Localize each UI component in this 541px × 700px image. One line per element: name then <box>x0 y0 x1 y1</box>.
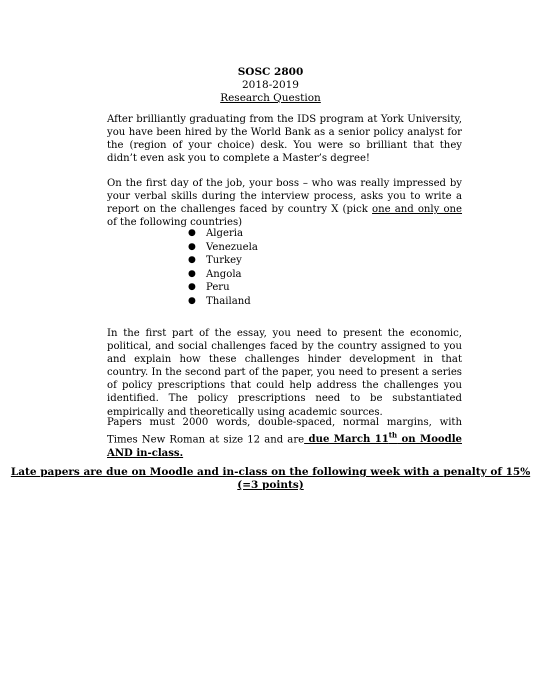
country-name: Thailand <box>206 295 251 307</box>
assignment-text-start: On the first day of the job, your boss – who was really impressed by your verbal skills during the interview process, asks you to write a report on the challenges faced by country X (pick <box>107 178 462 216</box>
bullet-icon: ● <box>188 228 196 238</box>
assignment-text-end: of the following countries) <box>107 217 243 229</box>
document-header <box>0 66 541 105</box>
country-list-item <box>188 281 258 295</box>
country-name: Peru <box>206 282 230 294</box>
essay-structure-paragraph: In the first part of the essay, you need to present the economic, political, and social challenges faced by the country assigned to you and explain how these challenges hinder development in that country. In the second part of the paper, you need to present a series of policy prescriptions that could help address the challenges you identified. The policy prescriptions need to be substantiated empirically and theoretically using academic sources. <box>107 328 462 418</box>
country-list-item <box>188 295 258 309</box>
assignment-paragraph <box>107 177 462 229</box>
assignment-emphasis: one and only one <box>372 204 463 216</box>
country-name: Algeria <box>206 228 244 239</box>
country-list <box>188 227 258 309</box>
bullet-icon: ● <box>188 268 196 279</box>
bullet-icon: ● <box>188 295 196 306</box>
academic-year: 2018-2019 <box>242 79 299 91</box>
submission-requirements: Papers must 2000 words, double-spaced, normal margins, with Times New Roman at size 12 and are <box>107 417 462 446</box>
course-code: SOSC 2800 <box>237 66 304 78</box>
bullet-icon: ● <box>188 241 196 252</box>
due-date-superscript: th <box>388 431 398 441</box>
intro-paragraph: After brilliantly graduating from the IDS program at York University, you have been hired by the World Bank as a senior policy analyst for the (region of your choice) desk. You were so brilliant that they didn’t even ask you to complete a Master’s degree! <box>107 114 462 165</box>
due-date-suffix: on Moodle AND in-class. <box>107 434 462 459</box>
country-list-item <box>188 241 258 255</box>
late-policy-notice: Late papers are due on Moodle and in-class on the following week with a penalty of 15% (=3 points) <box>10 466 531 491</box>
bullet-icon: ● <box>188 255 196 266</box>
country-list-item <box>188 268 258 282</box>
submission-paragraph <box>107 416 462 460</box>
country-list-item <box>188 254 258 268</box>
country-name: Venezuela <box>206 241 258 253</box>
country-name: Angola <box>206 268 242 280</box>
country-list-item <box>188 227 258 241</box>
document-heading: Research Question <box>220 92 321 104</box>
bullet-icon: ● <box>188 282 196 293</box>
due-date-prefix: due March 11 <box>304 434 389 446</box>
country-name: Turkey <box>206 255 242 267</box>
